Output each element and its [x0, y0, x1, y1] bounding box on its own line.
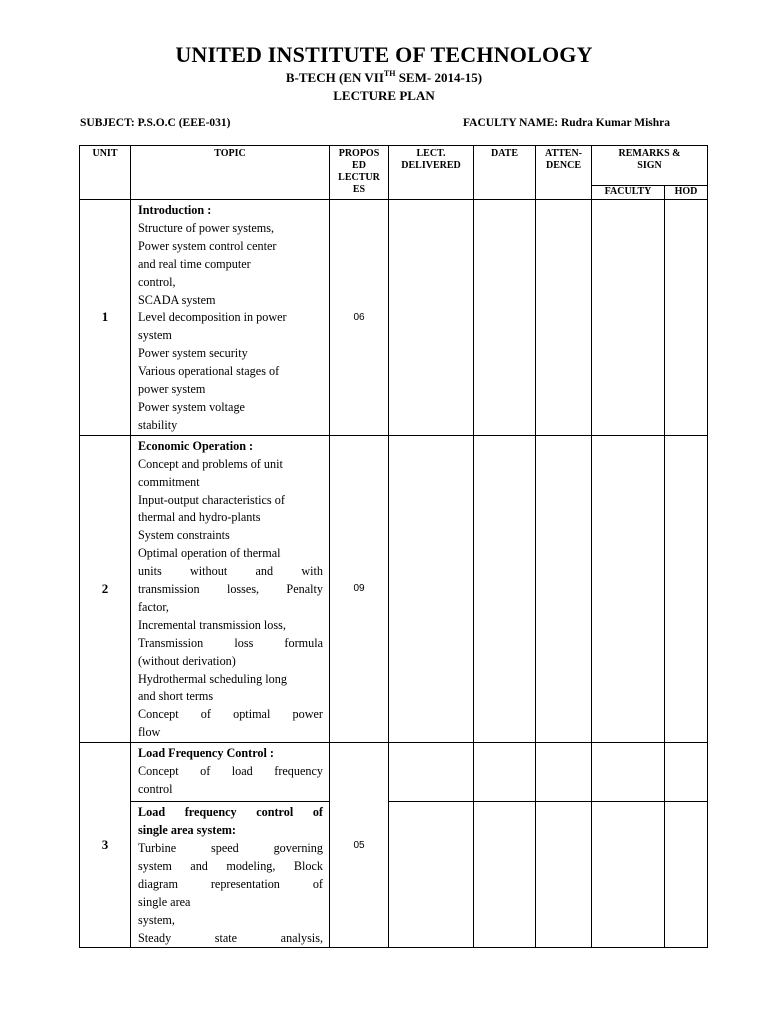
unit-number: 3: [80, 743, 131, 948]
delivered-cell: [389, 435, 474, 742]
proposed-lectures-value: 06: [330, 200, 389, 436]
unit-number: 2: [80, 435, 131, 742]
date-cell: [474, 200, 536, 436]
attendance-cell: [536, 743, 592, 802]
attendance-cell: [536, 200, 592, 436]
table-row: [80, 200, 708, 436]
remarks-sign-header: REMARKS & SIGN: [592, 146, 708, 186]
delivered-cell: [389, 802, 474, 948]
lecture-plan-table: [79, 145, 708, 948]
document-title: LECTURE PLAN: [333, 88, 435, 103]
unit-number: 1: [80, 200, 131, 436]
faculty-sign-cell: [592, 743, 665, 802]
proposed-lectures-header: PROPOS ED LECTUR ES: [330, 146, 389, 200]
faculty-sign-cell: [592, 200, 665, 436]
hod-sign-cell: [665, 435, 708, 742]
table-row: [80, 435, 708, 742]
date-cell: [474, 435, 536, 742]
hod-sign-cell: [665, 802, 708, 948]
delivered-cell: [389, 743, 474, 802]
header-row: [80, 146, 708, 186]
attendance-cell: [536, 802, 592, 948]
attendance-header: ATTEN- DENCE: [536, 146, 592, 200]
course-subtitle: B-TECH (EN VIITH SEM- 2014-15): [285, 69, 483, 85]
topic-cell: Load frequency control of single area system: Turbine speed governing system and modeling, Block diagram representation of single area system, Steady state analysis,: [131, 802, 330, 948]
topic-cell: Economic Operation : Concept and problems of unit commitment Input-output characteristics of thermal and hydro-plants System constraints Optimal operation of thermal units without and with transmission losses, Penalty factor, Incremental transmission loss, Transmission loss formula (without derivation) Hydrothermal scheduling long and short terms Concept of optimal power flow: [131, 435, 330, 742]
table-row: [80, 802, 708, 948]
proposed-lectures-value: 09: [330, 435, 389, 742]
institute-title: UNITED INSTITUTE OF TECHNOLOGY: [175, 42, 593, 67]
faculty-sign-cell: [592, 802, 665, 948]
hod-sign-cell: [665, 743, 708, 802]
date-header: DATE: [474, 146, 536, 200]
hod-sign-cell: [665, 200, 708, 436]
faculty-name-label: FACULTY NAME: Rudra Kumar Mishra: [463, 117, 671, 129]
date-cell: [474, 802, 536, 948]
topic-cell: Load Frequency Control : Concept of load frequency control: [131, 743, 330, 802]
date-cell: [474, 743, 536, 802]
proposed-lectures-value: 05: [330, 743, 389, 948]
topic-header: TOPIC: [131, 146, 330, 200]
unit-header: UNIT: [80, 146, 131, 200]
attendance-cell: [536, 435, 592, 742]
delivered-cell: [389, 200, 474, 436]
hod-header: HOD: [665, 186, 708, 200]
faculty-sign-cell: [592, 435, 665, 742]
subject-label: SUBJECT: P.S.O.C (EEE-031): [80, 117, 231, 129]
lectures-delivered-header: LECT. DELIVERED: [389, 146, 474, 200]
faculty-header: FACULTY: [592, 186, 665, 200]
table-row: [80, 743, 708, 802]
topic-cell: Introduction : Structure of power systems, Power system control center and real time computer control, SCADA system Level decomposition in power system Power system security Various operational stages of power system Power system voltage stability: [131, 200, 330, 436]
